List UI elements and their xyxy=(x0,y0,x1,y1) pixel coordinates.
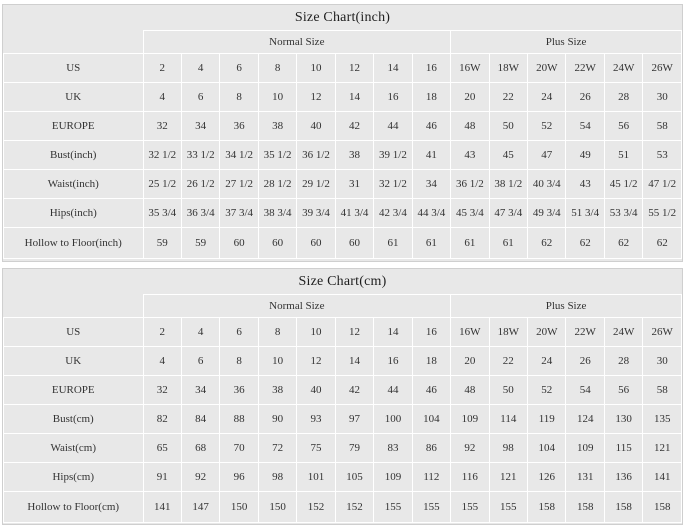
table-cell: 104 xyxy=(412,405,450,434)
row-label: Hollow to Floor(inch) xyxy=(4,228,144,259)
table-cell: 12 xyxy=(335,54,373,83)
table-cell: 38 xyxy=(258,112,296,141)
table-cell: 98 xyxy=(258,463,296,492)
table-cell: 115 xyxy=(604,434,642,463)
table-cell: 141 xyxy=(643,463,682,492)
table-cell: 42 xyxy=(335,376,373,405)
table-row xyxy=(4,318,682,347)
table-cell: 4 xyxy=(143,347,181,376)
table-cell: 42 xyxy=(335,112,373,141)
table-cell: 65 xyxy=(143,434,181,463)
row-label: UK xyxy=(4,83,144,112)
table-cell: 37 3/4 xyxy=(220,199,258,228)
table-cell: 70 xyxy=(220,434,258,463)
table-cell: 22 xyxy=(489,347,527,376)
table-cell: 39 1/2 xyxy=(374,141,412,170)
table-cell: 46 xyxy=(412,376,450,405)
table-cell: 2 xyxy=(143,54,181,83)
table-cell: 58 xyxy=(643,112,682,141)
table-cell: 12 xyxy=(335,318,373,347)
table-cell: 18 xyxy=(412,83,450,112)
table-cell: 51 3/4 xyxy=(566,199,604,228)
table-cell: 104 xyxy=(528,434,566,463)
table-cell: 6 xyxy=(181,83,219,112)
table-cell: 20 xyxy=(451,347,489,376)
size-table-cm xyxy=(3,294,682,523)
table-cell: 47 1/2 xyxy=(643,170,682,199)
table-cell: 8 xyxy=(258,54,296,83)
group-header-row xyxy=(4,295,682,318)
table-cell: 59 xyxy=(181,228,219,259)
table-cell: 24W xyxy=(604,318,642,347)
table-cell: 62 xyxy=(604,228,642,259)
table-cell: 44 xyxy=(374,112,412,141)
table-cell: 36 3/4 xyxy=(181,199,219,228)
table-cell: 40 xyxy=(297,112,335,141)
table-cell: 25 1/2 xyxy=(143,170,181,199)
table-cell: 152 xyxy=(297,492,335,523)
table-cell: 32 1/2 xyxy=(374,170,412,199)
table-cell: 49 3/4 xyxy=(528,199,566,228)
row-label: Hips(cm) xyxy=(4,463,144,492)
group-header-plus-size: Plus Size xyxy=(451,31,682,54)
table-cell: 56 xyxy=(604,376,642,405)
table-row xyxy=(4,347,682,376)
table-cell: 26W xyxy=(643,54,682,83)
table-cell: 46 xyxy=(412,112,450,141)
table-cell: 48 xyxy=(451,376,489,405)
table-cell: 31 xyxy=(335,170,373,199)
group-header-blank xyxy=(4,31,144,54)
table-cell: 72 xyxy=(258,434,296,463)
table-cell: 60 xyxy=(297,228,335,259)
row-label: US xyxy=(4,54,144,83)
table-cell: 32 xyxy=(143,376,181,405)
table-cell: 26W xyxy=(643,318,682,347)
table-cell: 48 xyxy=(451,112,489,141)
table-cell: 92 xyxy=(451,434,489,463)
table-cell: 36 xyxy=(220,376,258,405)
table-cell: 34 xyxy=(181,376,219,405)
table-cell: 8 xyxy=(258,318,296,347)
table-cell: 28 1/2 xyxy=(258,170,296,199)
table-cell: 112 xyxy=(412,463,450,492)
table-cell: 30 xyxy=(643,347,682,376)
table-cell: 58 xyxy=(643,376,682,405)
table-cell: 54 xyxy=(566,112,604,141)
table-cell: 147 xyxy=(181,492,219,523)
table-cell: 155 xyxy=(374,492,412,523)
table-cell: 98 xyxy=(489,434,527,463)
table-cell: 24 xyxy=(528,83,566,112)
table-cell: 60 xyxy=(220,228,258,259)
table-row xyxy=(4,112,682,141)
table-row xyxy=(4,405,682,434)
row-label: Waist(cm) xyxy=(4,434,144,463)
table-cell: 20 xyxy=(451,83,489,112)
table-cell: 97 xyxy=(335,405,373,434)
table-cell: 43 xyxy=(451,141,489,170)
table-cell: 54 xyxy=(566,376,604,405)
table-cell: 26 1/2 xyxy=(181,170,219,199)
table-cell: 38 xyxy=(335,141,373,170)
table-row xyxy=(4,463,682,492)
table-row xyxy=(4,376,682,405)
table-cell: 16W xyxy=(451,54,489,83)
table-cell: 16 xyxy=(412,54,450,83)
table-cell: 40 xyxy=(297,376,335,405)
table-cell: 30 xyxy=(643,83,682,112)
table-cell: 26 xyxy=(566,83,604,112)
table-cell: 14 xyxy=(374,54,412,83)
row-label: Hips(inch) xyxy=(4,199,144,228)
table-cell: 51 xyxy=(604,141,642,170)
table-cell: 52 xyxy=(528,112,566,141)
chart-title-inch: Size Chart(inch) xyxy=(294,10,391,25)
table-row xyxy=(4,170,682,199)
table-cell: 116 xyxy=(451,463,489,492)
table-cell: 49 xyxy=(566,141,604,170)
table-row xyxy=(4,434,682,463)
table-cell: 90 xyxy=(258,405,296,434)
table-cell: 40 3/4 xyxy=(528,170,566,199)
table-cell: 10 xyxy=(258,83,296,112)
table-cell: 34 1/2 xyxy=(220,141,258,170)
table-cell: 121 xyxy=(643,434,682,463)
table-cell: 44 xyxy=(374,376,412,405)
table-cell: 61 xyxy=(489,228,527,259)
table-cell: 100 xyxy=(374,405,412,434)
table-cell: 60 xyxy=(335,228,373,259)
table-cell: 18W xyxy=(489,318,527,347)
table-cell: 119 xyxy=(528,405,566,434)
row-label: EUROPE xyxy=(4,112,144,141)
table-cell: 4 xyxy=(181,54,219,83)
row-label: EUROPE xyxy=(4,376,144,405)
table-cell: 16W xyxy=(451,318,489,347)
table-cell: 10 xyxy=(297,54,335,83)
table-cell: 82 xyxy=(143,405,181,434)
table-cell: 121 xyxy=(489,463,527,492)
table-row xyxy=(4,83,682,112)
table-cell: 155 xyxy=(489,492,527,523)
table-cell: 75 xyxy=(297,434,335,463)
table-cell: 34 xyxy=(412,170,450,199)
table-cell: 155 xyxy=(451,492,489,523)
table-cell: 136 xyxy=(604,463,642,492)
table-cell: 158 xyxy=(604,492,642,523)
table-cell: 135 xyxy=(643,405,682,434)
table-cell: 38 1/2 xyxy=(489,170,527,199)
table-cell: 24 xyxy=(528,347,566,376)
table-cell: 150 xyxy=(220,492,258,523)
table-cell: 22W xyxy=(566,54,604,83)
table-cell: 28 xyxy=(604,83,642,112)
table-cell: 12 xyxy=(297,83,335,112)
size-chart-cm-block xyxy=(2,268,683,525)
table-cell: 39 3/4 xyxy=(297,199,335,228)
table-cell: 47 xyxy=(528,141,566,170)
table-cell: 20W xyxy=(528,54,566,83)
table-cell: 27 1/2 xyxy=(220,170,258,199)
table-cell: 35 1/2 xyxy=(258,141,296,170)
table-cell: 45 xyxy=(489,141,527,170)
table-cell: 6 xyxy=(220,54,258,83)
table-cell: 61 xyxy=(412,228,450,259)
table-cell: 105 xyxy=(335,463,373,492)
group-header-normal-size: Normal Size xyxy=(143,31,451,54)
row-label: Bust(cm) xyxy=(4,405,144,434)
table-cell: 18 xyxy=(412,347,450,376)
row-label: UK xyxy=(4,347,144,376)
table-cell: 22W xyxy=(566,318,604,347)
table-cell: 59 xyxy=(143,228,181,259)
table-cell: 33 1/2 xyxy=(181,141,219,170)
table-cell: 155 xyxy=(412,492,450,523)
table-cell: 45 1/2 xyxy=(604,170,642,199)
table-cell: 150 xyxy=(258,492,296,523)
table-cell: 55 1/2 xyxy=(643,199,682,228)
table-row xyxy=(4,492,682,523)
table-cell: 16 xyxy=(412,318,450,347)
row-label: US xyxy=(4,318,144,347)
table-cell: 34 xyxy=(181,112,219,141)
table-cell: 18W xyxy=(489,54,527,83)
table-cell: 36 1/2 xyxy=(297,141,335,170)
table-cell: 130 xyxy=(604,405,642,434)
table-cell: 36 xyxy=(220,112,258,141)
table-cell: 96 xyxy=(220,463,258,492)
table-cell: 131 xyxy=(566,463,604,492)
table-cell: 26 xyxy=(566,347,604,376)
table-cell: 126 xyxy=(528,463,566,492)
table-cell: 8 xyxy=(220,83,258,112)
table-cell: 50 xyxy=(489,112,527,141)
table-cell: 41 xyxy=(412,141,450,170)
table-cell: 10 xyxy=(258,347,296,376)
table-cell: 158 xyxy=(643,492,682,523)
table-cell: 8 xyxy=(220,347,258,376)
table-cell: 47 3/4 xyxy=(489,199,527,228)
table-row xyxy=(4,228,682,259)
table-cell: 14 xyxy=(374,318,412,347)
table-cell: 16 xyxy=(374,347,412,376)
group-header-plus-size: Plus Size xyxy=(451,295,682,318)
table-cell: 14 xyxy=(335,347,373,376)
group-header-row xyxy=(4,31,682,54)
table-cell: 79 xyxy=(335,434,373,463)
table-cell: 29 1/2 xyxy=(297,170,335,199)
table-cell: 68 xyxy=(181,434,219,463)
table-cell: 43 xyxy=(566,170,604,199)
row-label: Bust(inch) xyxy=(4,141,144,170)
table-cell: 86 xyxy=(412,434,450,463)
table-cell: 36 1/2 xyxy=(451,170,489,199)
table-cell: 32 xyxy=(143,112,181,141)
table-row xyxy=(4,54,682,83)
table-cell: 12 xyxy=(297,347,335,376)
table-cell: 45 3/4 xyxy=(451,199,489,228)
table-cell: 83 xyxy=(374,434,412,463)
table-cell: 109 xyxy=(451,405,489,434)
row-label: Waist(inch) xyxy=(4,170,144,199)
table-cell: 50 xyxy=(489,376,527,405)
chart-title-cm: Size Chart(cm) xyxy=(298,274,387,289)
table-cell: 114 xyxy=(489,405,527,434)
table-cell: 61 xyxy=(451,228,489,259)
table-cell: 10 xyxy=(297,318,335,347)
table-cell: 60 xyxy=(258,228,296,259)
table-cell: 53 xyxy=(643,141,682,170)
table-cell: 20W xyxy=(528,318,566,347)
table-cell: 44 3/4 xyxy=(412,199,450,228)
table-cell: 38 xyxy=(258,376,296,405)
table-cell: 93 xyxy=(297,405,335,434)
table-cell: 124 xyxy=(566,405,604,434)
table-cell: 28 xyxy=(604,347,642,376)
table-cell: 16 xyxy=(374,83,412,112)
table-cell: 56 xyxy=(604,112,642,141)
table-cell: 35 3/4 xyxy=(143,199,181,228)
table-cell: 101 xyxy=(297,463,335,492)
table-cell: 4 xyxy=(181,318,219,347)
size-chart-inch-block xyxy=(2,4,683,262)
size-table-cm-body xyxy=(4,295,682,523)
table-cell: 109 xyxy=(374,463,412,492)
table-cell: 61 xyxy=(374,228,412,259)
table-cell: 22 xyxy=(489,83,527,112)
table-cell: 62 xyxy=(566,228,604,259)
table-cell: 109 xyxy=(566,434,604,463)
table-cell: 91 xyxy=(143,463,181,492)
row-label: Hollow to Floor(cm) xyxy=(4,492,144,523)
table-cell: 158 xyxy=(566,492,604,523)
table-cell: 158 xyxy=(528,492,566,523)
table-cell: 92 xyxy=(181,463,219,492)
table-cell: 52 xyxy=(528,376,566,405)
table-cell: 32 1/2 xyxy=(143,141,181,170)
table-cell: 6 xyxy=(181,347,219,376)
table-cell: 152 xyxy=(335,492,373,523)
table-cell: 14 xyxy=(335,83,373,112)
table-cell: 42 3/4 xyxy=(374,199,412,228)
table-cell: 62 xyxy=(643,228,682,259)
table-cell: 62 xyxy=(528,228,566,259)
table-row xyxy=(4,141,682,170)
table-cell: 88 xyxy=(220,405,258,434)
table-cell: 41 3/4 xyxy=(335,199,373,228)
table-cell: 53 3/4 xyxy=(604,199,642,228)
group-header-normal-size: Normal Size xyxy=(143,295,451,318)
table-cell: 141 xyxy=(143,492,181,523)
table-cell: 6 xyxy=(220,318,258,347)
table-cell: 24W xyxy=(604,54,642,83)
group-header-blank xyxy=(4,295,144,318)
size-table-inch xyxy=(3,30,682,259)
size-table-inch-body xyxy=(4,31,682,259)
table-cell: 2 xyxy=(143,318,181,347)
table-cell: 84 xyxy=(181,405,219,434)
table-cell: 38 3/4 xyxy=(258,199,296,228)
table-row xyxy=(4,199,682,228)
table-cell: 4 xyxy=(143,83,181,112)
